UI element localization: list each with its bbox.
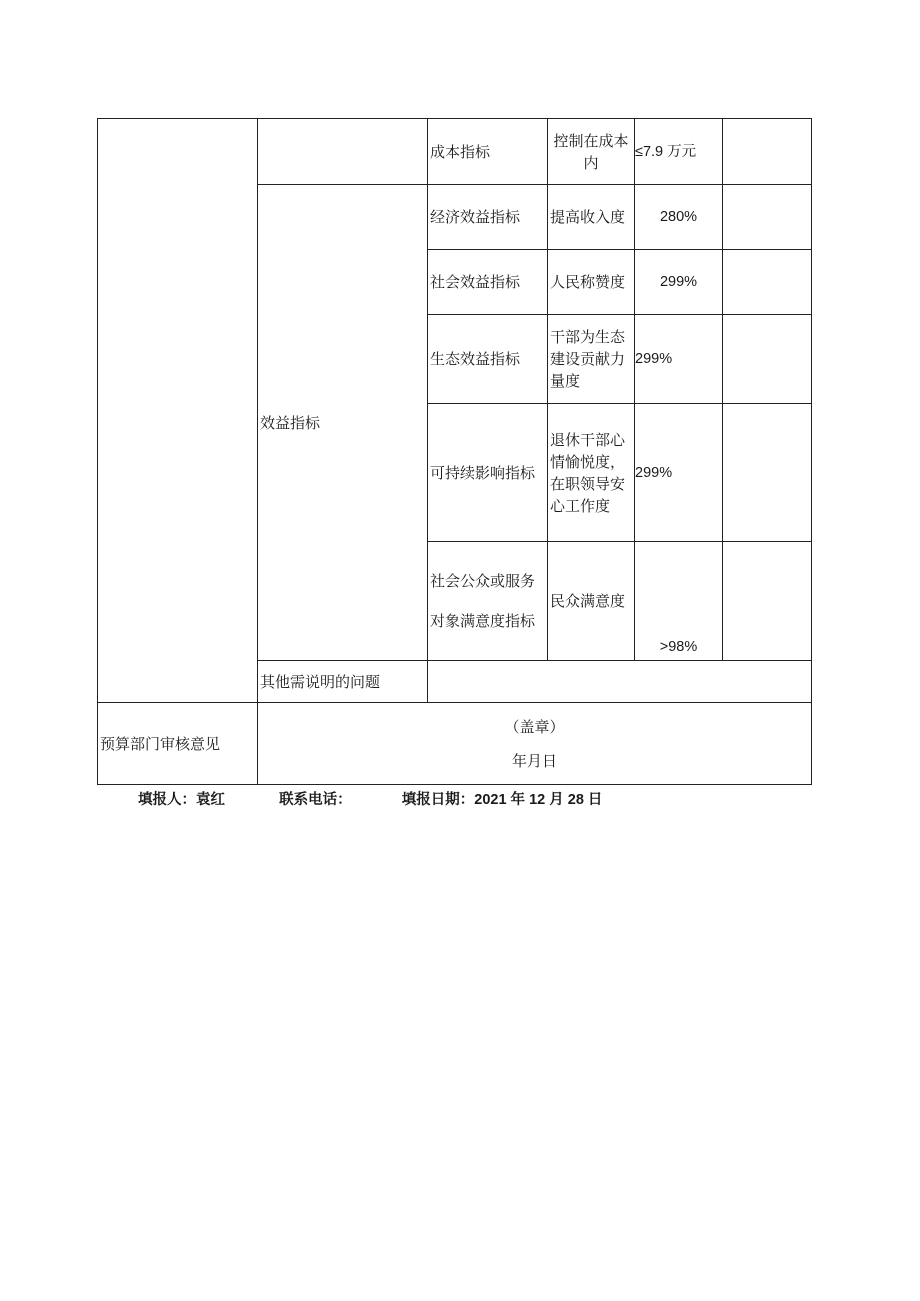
table-row (98, 703, 812, 785)
budget-review-content (258, 703, 812, 785)
secondary-indicator-satisfaction: 社会公众或服务对象满意度指标 (428, 542, 548, 661)
tertiary-indicator-cost: 控制在成本内 (548, 119, 635, 185)
indicator-value-economic: 280% (635, 185, 723, 250)
fill-date: 填报日期：2021 年 12 月 28 日 (401, 792, 603, 808)
tertiary-indicator-sustainable: 退休干部心情愉悦度，在职领导安心工作度 (548, 404, 635, 542)
other-issues-value (428, 661, 812, 703)
secondary-indicator-cost: 成本指标 (428, 119, 548, 185)
secondary-indicator-social: 社会效益指标 (428, 250, 548, 315)
tertiary-indicator-social: 人民称赞度 (548, 250, 635, 315)
indicator-value-satisfaction: >98% (635, 542, 723, 661)
review-date: 年月日 (511, 751, 557, 770)
tertiary-indicator-economic: 提高收入度 (548, 185, 635, 250)
secondary-indicator-ecological: 生态效益指标 (428, 315, 548, 404)
budget-review-label: 预算部门审核意见 (98, 703, 258, 785)
secondary-indicator-sustainable: 可持续影响指标 (428, 404, 548, 542)
secondary-category-cell (258, 119, 428, 185)
score-cell (723, 542, 812, 661)
indicator-value-ecological: 299% (635, 315, 723, 404)
primary-indicator-cell (98, 119, 258, 703)
score-cell (723, 404, 812, 542)
other-issues-label: 其他需说明的问题 (258, 661, 428, 703)
indicator-value-social: 299% (635, 250, 723, 315)
contact-phone: 联系电话： (279, 792, 352, 808)
tertiary-indicator-ecological: 干部为生态建设贡献力量度 (548, 315, 635, 404)
tertiary-indicator-satisfaction: 民众满意度 (548, 542, 635, 661)
score-cell (723, 119, 812, 185)
filler-name: 填报人：袁红 (138, 792, 225, 808)
performance-indicator-table (97, 118, 812, 785)
score-cell (723, 185, 812, 250)
secondary-indicator-economic: 经济效益指标 (428, 185, 548, 250)
benefit-indicator-label: 效益指标 (258, 185, 428, 661)
score-cell (723, 315, 812, 404)
indicator-value-cost: ≤7.9 万元 (635, 119, 723, 185)
stamp-text: （盖章） (504, 717, 565, 736)
table-row (98, 119, 812, 185)
score-cell (723, 250, 812, 315)
form-footer (138, 788, 602, 809)
indicator-value-sustainable: 299% (635, 404, 723, 542)
